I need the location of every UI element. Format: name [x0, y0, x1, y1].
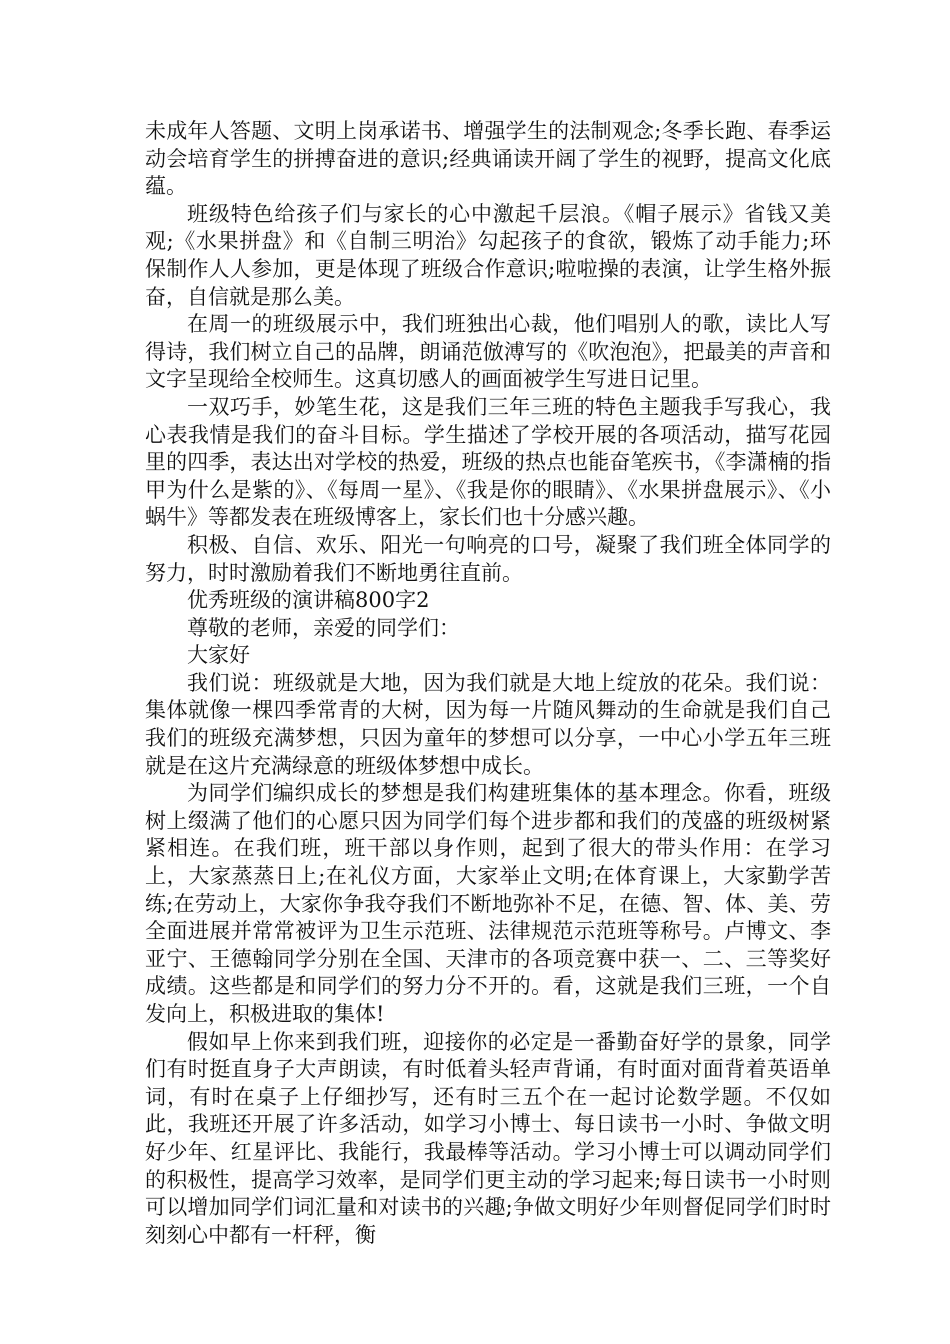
document-page — [145, 118, 831, 1249]
paragraph: 一双巧手，妙笔生花，这是我们三年三班的特色主题我手写我心，我心表我情是我们的奋斗目标。学生描述了学校开展的各项活动，描写花园里的四季，表达出对学校的热爱，班级的热点也能奋笔疾书，《李潇楠的指甲为什么是紫的》、《每周一星》、《我是你的眼睛》、《水果拼盘展示》、《小蜗牛》等都发表在班级博客上，家长们也十分感兴趣。 — [145, 394, 831, 530]
paragraph: 积极、自信、欢乐、阳光一句响亮的口号，凝聚了我们班全体同学的努力，时时激励着我们不断地勇往直前。 — [145, 532, 831, 585]
paragraph: 班级特色给孩子们与家长的心中激起千层浪。《帽子展示》省钱又美观;《水果拼盘》和《自制三明治》勾起孩子的食欲，锻炼了动手能力;环保制作人人参加，更是体现了班级合作意识;啦啦操的表演，让学生格外振奋，自信就是那么美。 — [145, 201, 831, 309]
paragraph: 在周一的班级展示中，我们班独出心裁，他们唱别人的歌，读比人写得诗，我们树立自己的品牌，朗诵范倣溥写的《吹泡泡》，把最美的声音和文字呈现给全校师生。这真切感人的画面被学生写进日记里。 — [145, 312, 831, 392]
paragraph: 假如早上你来到我们班，迎接你的必定是一番勤奋好学的景象，同学们有时挺直身子大声朗读，有时低着头轻声背诵，有时面对面背着英语单词，有时在桌子上仔细抄写，还有时三五个在一起讨论数学题。不仅如此，我班还开展了许多活动，如学习小博士、每日读书一小时、争做文明好少年、红星评比、我能行，我最棒等活动。学习小博士可以调动同学们的积极性，提高学习效率，是同学们更主动的学习起来;每日读书一小时则可以增加同学们词汇量和对读书的兴趣;争做文明好少年则督促同学们时时刻刻心中都有一杆秤，衡 — [145, 1029, 831, 1247]
paragraph: 我们说：班级就是大地，因为我们就是大地上绽放的花朵。我们说：集体就像一棵四季常青的大树，因为每一片随风舞动的生命就是我们自己我们的班级充满梦想，只因为童年的梦想可以分享，一中心小学五年三班就是在这片充满绿意的班级体梦想中成长。 — [145, 670, 831, 778]
paragraph: 未成年人答题、文明上岗承诺书、增强学生的法制观念;冬季长跑、春季运动会培育学生的拼搏奋进的意识;经典诵读开阔了学生的视野，提高文化底蕴。 — [145, 119, 831, 199]
paragraph: 为同学们编织成长的梦想是我们构建班集体的基本理念。你看，班级树上缀满了他们的心愿只因为同学们每个进步都和我们的茂盛的班级树紧紧相连。在我们班，班干部以身作则，起到了很大的带头作用：在学习上，大家蒸蒸日上;在礼仪方面，大家举止文明;在体育课上，大家勤学苦练;在劳动上，大家你争我夺我们不断地弥补不足，在德、智、体、美、劳全面进展并常常被评为卫生示范班、法律规范示范班等称号。卢博文、李亚宁、王德翰同学分别在全国、天津市的各项竞赛中获一、二、三等奖好成绩。这些都是和同学们的努力分不开的。看，这就是我们三班，一个自发向上，积极进取的集体! — [145, 781, 831, 1026]
salutation: 尊敬的老师，亲爱的同学们： — [187, 615, 460, 640]
greeting: 大家好 — [187, 643, 250, 668]
section-title: 优秀班级的演讲稿800字2 — [187, 588, 430, 613]
